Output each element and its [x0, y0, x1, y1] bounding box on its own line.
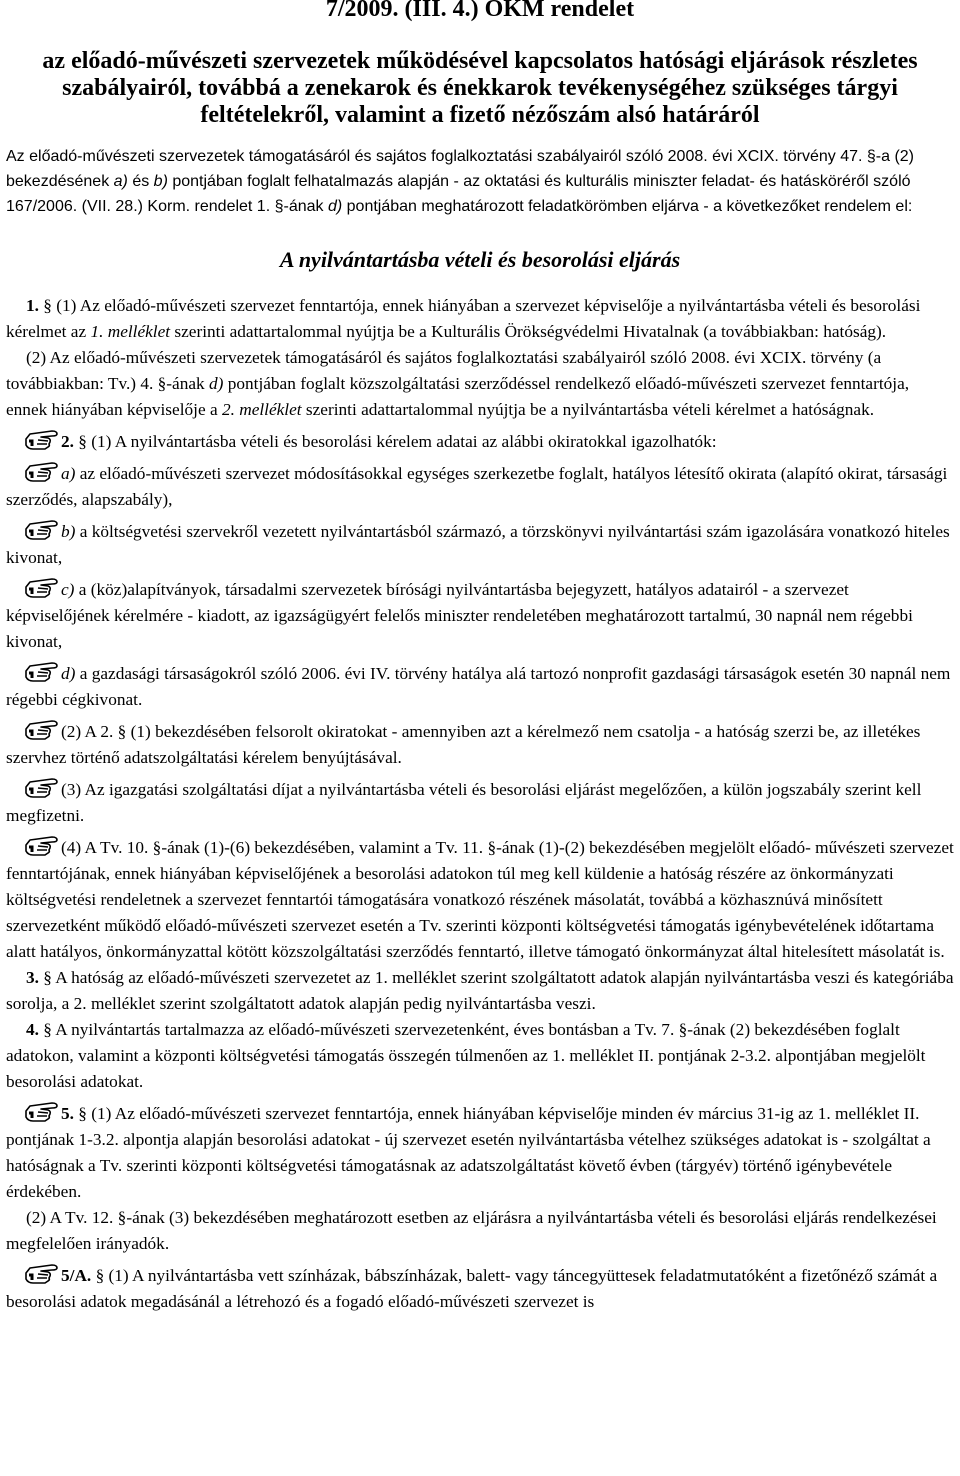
pointing-hand-icon: [24, 835, 60, 857]
section-title: A nyilvántartásba vételi és besorolási eljárás: [279, 247, 681, 272]
paragraph-2-3: (3) Az igazgatási szolgáltatási díjat a nyilvántartásba vételi és besorolási eljárást megelőzően, a külön jogszabály szerint kell megfizetni.: [6, 777, 954, 829]
pointing-hand-icon: [24, 777, 60, 799]
regulation-number: 7/2009. (III. 4.) OKM rendelet: [325, 0, 635, 22]
pointing-hand-icon: [24, 719, 60, 741]
paragraph-1-1: 1. § (1) Az előadó-művészeti szervezet fenntartója, ennek hiányában a szervezet képviselője a nyilvántartásba vételi és besorolási kérelmet az 1. melléklet szerinti adattartalommal nyújtja be a Kulturális Örökségvédelmi Hivatalnak (a továbbiakban: hatóság).: [6, 296, 921, 341]
paragraph-2-2: (2) A 2. § (1) bekezdésében felsorolt okiratokat - amennyiben azt a kérelmező nem csatolja - a hatóság szerzi be, az illetékes szervhez történő adatszolgáltatási kérelem benyújtásával.: [6, 719, 954, 771]
paragraph-5a-1: 5/A. § (1) A nyilvántartásba vett színházak, bábszínházak, balett- vagy táncegyüttesek feladatmutatóként a fizetőnéző számát a besorolási adatok megadásánál a létrehozó és a fogadó előadó-művészeti szervezet is: [6, 1263, 954, 1315]
pointing-hand-icon: [24, 461, 60, 483]
paragraph-5-1: 5. § (1) Az előadó-művészeti szervezet fenntartója, ennek hiányában képviselője minden év március 31-ig az 1. melléklet II. pontjának 1-3.2. alpontja alapján besorolási adatokat - új szervezet esetén nyilvántartásba vételhez szükséges adatokat is - szolgáltat a hatóságnak a Tv. szerinti központi költségvetési támogatásnak az adatszolgáltatást követő évben (tárgyév) történő igénybevétele érdekében.: [6, 1101, 954, 1205]
paragraph-2-1-b: b) a költségvetési szervekről vezetett nyilvántartásból származó, a törzskönyvi nyilvántartási szám igazolására vonatkozó hiteles kivonat,: [6, 519, 954, 571]
pointing-hand-icon: [24, 1101, 60, 1123]
pointing-hand-icon: [24, 519, 60, 541]
paragraph-2-1: 2. § (1) A nyilvántartásba vételi és besorolási kérelem adatai az alábbi okiratokkal igazolhatók:: [6, 429, 954, 455]
paragraph-2-1-c: c) a (köz)alapítványok, társadalmi szervezetek bírósági nyilvántartásba bejegyzett, hatályos adatairól - a szervezet képviselőjének kérelmére - kiadott, az igazságügyért felelős miniszter rendeletében meghatározott tartalmú, 30 napnál nem régebbi kivonat,: [6, 577, 954, 655]
paragraph-4: 4. § A nyilvántartás tartalmazza az előadó-művészeti szervezetenként, éves bontásban a Tv. 7. §-ának (2) bekezdésében foglalt adatokon, valamint a központi költségvetési támogatás összegén túlmenően az 1. melléklet II. pontjának 2-3.2. alpontjában megjelölt besorolási adatokat.: [6, 1020, 926, 1091]
paragraph-1-2: (2) Az előadó-művészeti szervezetek támogatásáról és sajátos foglalkoztatási szabályairól szóló 2008. évi XCIX. törvény (a továbbiakban: Tv.) 4. §-ának d) pontjában foglalt közszolgáltatási szerződéssel rendelkező előadó-művészeti szervezet fenntartója, ennek hiányában képviselője a 2. melléklet szerinti adattartalommal nyújtja be a nyilvántartásba vételi kérelmet a hatóságnak.: [6, 348, 910, 419]
document-page: [6, 0, 954, 1315]
preamble: Az előadó-művészeti szervezetek támogatásáról és sajátos foglalkoztatási szabályairól szóló 2008. évi XCIX. törvény 47. §-a (2) bekezdésének a) és b) pontjában foglalt felhatalmazás alapján - az oktatási és kulturális miniszter feladat- és hatásköréről szóló 167/2006. (VII. 28.) Korm. rendelet 1. §-ának d) pontjában meghatározott feladatkörömben eljárva - a következőket rendelem el:: [6, 148, 914, 215]
paragraph-2-4: (4) A Tv. 10. §-ának (1)-(6) bekezdésében, valamint a Tv. 11. §-ának (1)-(2) bekezdésében megjelölt előadó- művészeti szervezet fenntartójának, ennek hiányában képviselőjének a besorolási adatokon túl meg kell küldenie a hatóság részére az önkormányzati költségvetési rendeletnek a szervezet fenntartói támogatására vonatkozó részének másolatát, továbbá a közhasznúvá minősített szervezetként működő előadó-művészeti szervezet esetén a Tv. szerinti központi költségvetési támogatás igénybevételének időtartama alatt hatályos, önkormányzattal kötött közszolgáltatási szerződés fenntartó, illetve támogató önkormányzat által hitelesített másolatát is.: [6, 835, 954, 965]
pointing-hand-icon: [24, 661, 60, 683]
pointing-hand-icon: [24, 577, 60, 599]
paragraph-3: 3. § A hatóság az előadó-művészeti szervezetet az 1. melléklet szerint szolgáltatott adatok alapján nyilvántartásba veszi és kategóriába sorolja, a 2. melléklet szerint szolgáltatott adatok alapján pedig nyilvántartásba veszi.: [6, 968, 954, 1013]
pointing-hand-icon: [24, 429, 60, 451]
paragraph-2-1-a: a) az előadó-művészeti szervezet módosításokkal egységes szerkezetbe foglalt, hatályos létesítő okirata (alapító okirat, társasági szerződés, alapszabály),: [6, 461, 954, 513]
regulation-title: az előadó-művészeti szervezetek működésével kapcsolatos hatósági eljárások részletes szabályairól, továbbá a zenekarok és énekkarok tevékenységéhez szükséges tárgyi feltételekről, valamint a fizető nézőszám alsó határáról: [42, 48, 918, 128]
paragraph-5-2: (2) A Tv. 12. §-ának (3) bekezdésében meghatározott esetben az eljárásra a nyilvántartásba vételi és besorolási eljárás rendelkezései megfelelően irányadók.: [6, 1208, 937, 1253]
pointing-hand-icon: [24, 1263, 60, 1285]
paragraph-2-1-d: d) a gazdasági társaságokról szóló 2006. évi IV. törvény hatálya alá tartozó nonprofit gazdasági társaságok esetén 30 napnál nem régebbi cégkivonat.: [6, 661, 954, 713]
